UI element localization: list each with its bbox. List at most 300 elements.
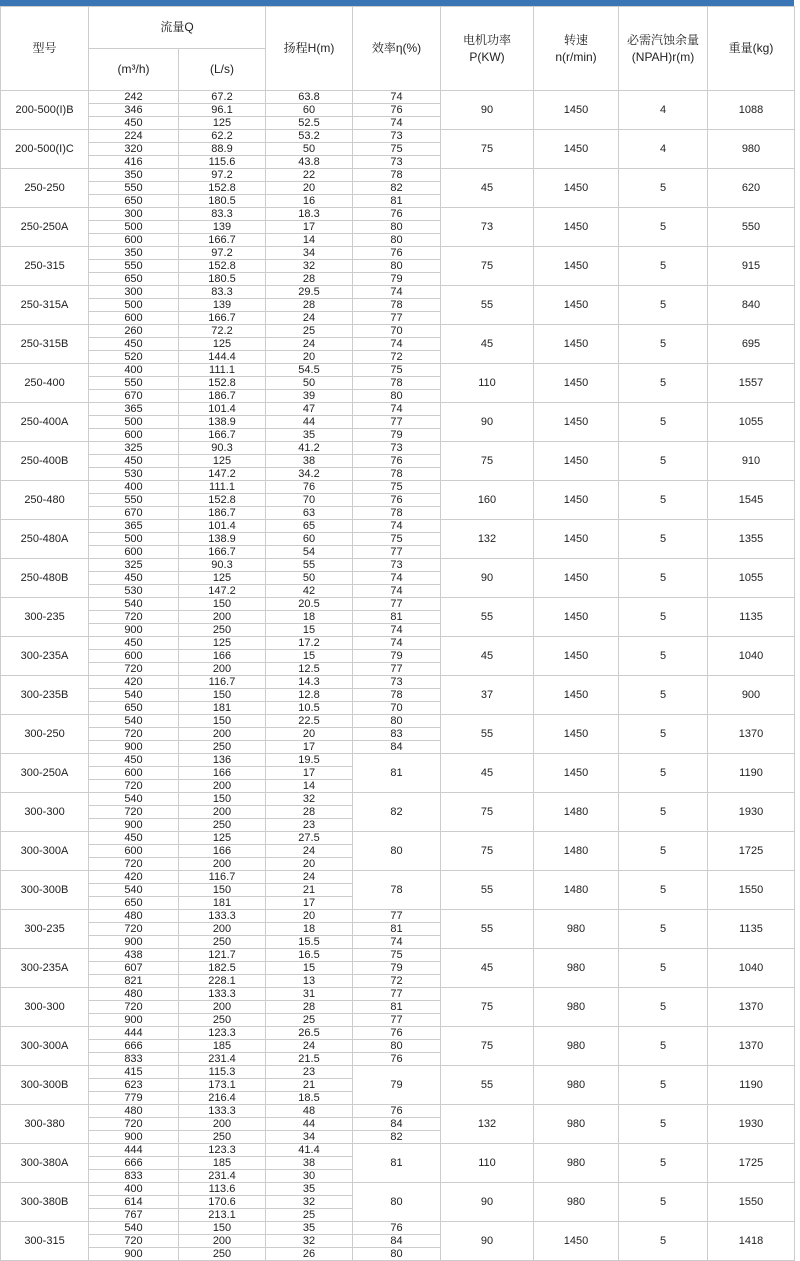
- efficiency-cell: 73: [353, 130, 441, 143]
- power-cell: 90: [441, 403, 534, 442]
- npsh-cell: 5: [619, 598, 708, 637]
- header-power-line1: 电机功率: [462, 32, 511, 47]
- flow-m3h-cell: 480: [89, 988, 179, 1001]
- header-model: 型号: [1, 7, 89, 91]
- weight-cell: 1930: [708, 1105, 795, 1144]
- head-cell: 26.5: [266, 1027, 353, 1040]
- flow-ls-cell: 101.4: [179, 520, 266, 533]
- flow-ls-cell: 250: [179, 1248, 266, 1261]
- head-cell: 25: [266, 325, 353, 338]
- flow-ls-cell: 138.9: [179, 416, 266, 429]
- table-row: [1, 208, 795, 221]
- head-cell: 18: [266, 611, 353, 624]
- power-cell: 110: [441, 364, 534, 403]
- head-cell: 35: [266, 429, 353, 442]
- head-cell: 20: [266, 728, 353, 741]
- head-cell: 18: [266, 923, 353, 936]
- npsh-cell: 5: [619, 754, 708, 793]
- head-cell: 23: [266, 1066, 353, 1079]
- power-cell: 75: [441, 130, 534, 169]
- head-cell: 18.3: [266, 208, 353, 221]
- efficiency-cell: 77: [353, 546, 441, 559]
- efficiency-cell: 73: [353, 676, 441, 689]
- head-cell: 39: [266, 390, 353, 403]
- header-flow-ls: (L/s): [179, 49, 266, 91]
- efficiency-cell: 72: [353, 975, 441, 988]
- flow-ls-cell: 152.8: [179, 182, 266, 195]
- efficiency-cell: 75: [353, 143, 441, 156]
- weight-cell: 620: [708, 169, 795, 208]
- weight-cell: 840: [708, 286, 795, 325]
- power-cell: 132: [441, 1105, 534, 1144]
- weight-cell: 1135: [708, 598, 795, 637]
- flow-m3h-cell: 600: [89, 845, 179, 858]
- flow-m3h-cell: 400: [89, 364, 179, 377]
- efficiency-cell: 78: [353, 689, 441, 702]
- speed-cell: 1450: [534, 286, 619, 325]
- flow-m3h-cell: 500: [89, 299, 179, 312]
- flow-m3h-cell: 600: [89, 234, 179, 247]
- power-cell: 55: [441, 1066, 534, 1105]
- flow-ls-cell: 90.3: [179, 442, 266, 455]
- flow-ls-cell: 111.1: [179, 481, 266, 494]
- flow-ls-cell: 90.3: [179, 559, 266, 572]
- flow-ls-cell: 200: [179, 1118, 266, 1131]
- flow-ls-cell: 125: [179, 117, 266, 130]
- flow-ls-cell: 166: [179, 650, 266, 663]
- head-cell: 38: [266, 1157, 353, 1170]
- flow-ls-cell: 200: [179, 611, 266, 624]
- flow-m3h-cell: 720: [89, 806, 179, 819]
- efficiency-cell: 82: [353, 182, 441, 195]
- flow-ls-cell: 200: [179, 780, 266, 793]
- header-flow-m3h: (m³/h): [89, 49, 179, 91]
- model-cell: 300-250: [1, 715, 89, 754]
- efficiency-cell: 77: [353, 1014, 441, 1027]
- flow-ls-cell: 228.1: [179, 975, 266, 988]
- flow-ls-cell: 180.5: [179, 273, 266, 286]
- efficiency-cell: 81: [353, 611, 441, 624]
- efficiency-cell: 82: [353, 793, 441, 832]
- efficiency-cell: 76: [353, 1222, 441, 1235]
- head-cell: 17: [266, 897, 353, 910]
- head-cell: 63: [266, 507, 353, 520]
- flow-m3h-cell: 614: [89, 1196, 179, 1209]
- header-npsh: [619, 7, 708, 91]
- model-cell: 250-315: [1, 247, 89, 286]
- head-cell: 27.5: [266, 832, 353, 845]
- table-row: [1, 1222, 795, 1235]
- flow-ls-cell: 125: [179, 338, 266, 351]
- efficiency-cell: 81: [353, 754, 441, 793]
- flow-m3h-cell: 416: [89, 156, 179, 169]
- efficiency-cell: 80: [353, 1183, 441, 1222]
- efficiency-cell: 79: [353, 962, 441, 975]
- weight-cell: 1725: [708, 1144, 795, 1183]
- head-cell: 35: [266, 1222, 353, 1235]
- head-cell: 10.5: [266, 702, 353, 715]
- flow-m3h-cell: 420: [89, 676, 179, 689]
- model-cell: 250-400: [1, 364, 89, 403]
- header-power-line2: P(KW): [469, 49, 505, 64]
- flow-ls-cell: 231.4: [179, 1053, 266, 1066]
- head-cell: 21: [266, 1079, 353, 1092]
- head-cell: 28: [266, 806, 353, 819]
- table-row: [1, 832, 795, 845]
- flow-ls-cell: 101.4: [179, 403, 266, 416]
- model-cell: 200-500(I)B: [1, 91, 89, 130]
- flow-m3h-cell: 623: [89, 1079, 179, 1092]
- header-npsh-line1: 必需汽蚀余量: [626, 32, 699, 47]
- flow-m3h-cell: 415: [89, 1066, 179, 1079]
- flow-ls-cell: 139: [179, 299, 266, 312]
- flow-ls-cell: 147.2: [179, 468, 266, 481]
- head-cell: 28: [266, 273, 353, 286]
- flow-ls-cell: 150: [179, 1222, 266, 1235]
- header-speed-line2: n(r/min): [555, 49, 597, 64]
- efficiency-cell: 78: [353, 871, 441, 910]
- head-cell: 24: [266, 845, 353, 858]
- efficiency-cell: 76: [353, 247, 441, 260]
- power-cell: 75: [441, 1027, 534, 1066]
- npsh-cell: 5: [619, 715, 708, 754]
- speed-cell: 1450: [534, 520, 619, 559]
- efficiency-cell: 72: [353, 351, 441, 364]
- flow-m3h-cell: 550: [89, 260, 179, 273]
- model-cell: 300-235: [1, 598, 89, 637]
- flow-m3h-cell: 260: [89, 325, 179, 338]
- flow-ls-cell: 139: [179, 221, 266, 234]
- npsh-cell: 5: [619, 364, 708, 403]
- head-cell: 17.2: [266, 637, 353, 650]
- npsh-cell: 5: [619, 910, 708, 949]
- npsh-cell: 5: [619, 403, 708, 442]
- power-cell: 75: [441, 247, 534, 286]
- power-cell: 55: [441, 871, 534, 910]
- weight-cell: 1370: [708, 715, 795, 754]
- header-npsh-line2: (NPAH)r(m): [631, 49, 695, 64]
- weight-cell: 980: [708, 130, 795, 169]
- efficiency-cell: 79: [353, 1066, 441, 1105]
- flow-m3h-cell: 600: [89, 312, 179, 325]
- flow-ls-cell: 123.3: [179, 1027, 266, 1040]
- efficiency-cell: 73: [353, 156, 441, 169]
- flow-ls-cell: 200: [179, 1001, 266, 1014]
- weight-cell: 1550: [708, 1183, 795, 1222]
- header-head: 扬程H(m): [266, 7, 353, 91]
- efficiency-cell: 80: [353, 832, 441, 871]
- header-speed: [534, 7, 619, 91]
- flow-ls-cell: 250: [179, 936, 266, 949]
- npsh-cell: 4: [619, 91, 708, 130]
- table-row: [1, 481, 795, 494]
- flow-ls-cell: 166.7: [179, 234, 266, 247]
- table-row: [1, 1144, 795, 1157]
- head-cell: 12.5: [266, 663, 353, 676]
- flow-m3h-cell: 320: [89, 143, 179, 156]
- head-cell: 15: [266, 962, 353, 975]
- power-cell: 75: [441, 988, 534, 1027]
- flow-m3h-cell: 450: [89, 572, 179, 585]
- speed-cell: 980: [534, 1027, 619, 1066]
- npsh-cell: 5: [619, 442, 708, 481]
- flow-m3h-cell: 400: [89, 1183, 179, 1196]
- head-cell: 23: [266, 819, 353, 832]
- flow-ls-cell: 152.8: [179, 260, 266, 273]
- efficiency-cell: 76: [353, 208, 441, 221]
- model-cell: 300-300: [1, 988, 89, 1027]
- npsh-cell: 5: [619, 559, 708, 598]
- flow-m3h-cell: 650: [89, 702, 179, 715]
- efficiency-cell: 77: [353, 598, 441, 611]
- flow-ls-cell: 150: [179, 793, 266, 806]
- speed-cell: 1450: [534, 325, 619, 364]
- flow-m3h-cell: 346: [89, 104, 179, 117]
- flow-m3h-cell: 900: [89, 624, 179, 637]
- flow-ls-cell: 150: [179, 689, 266, 702]
- flow-m3h-cell: 821: [89, 975, 179, 988]
- flow-m3h-cell: 720: [89, 1118, 179, 1131]
- head-cell: 28: [266, 299, 353, 312]
- model-cell: 250-250: [1, 169, 89, 208]
- model-cell: 200-500(I)C: [1, 130, 89, 169]
- flow-ls-cell: 133.3: [179, 1105, 266, 1118]
- head-cell: 20: [266, 182, 353, 195]
- speed-cell: 1450: [534, 403, 619, 442]
- efficiency-cell: 78: [353, 169, 441, 182]
- weight-cell: 1725: [708, 832, 795, 871]
- power-cell: 73: [441, 208, 534, 247]
- efficiency-cell: 74: [353, 637, 441, 650]
- table-row: [1, 91, 795, 104]
- head-cell: 17: [266, 767, 353, 780]
- flow-m3h-cell: 720: [89, 1001, 179, 1014]
- head-cell: 24: [266, 1040, 353, 1053]
- flow-ls-cell: 113.6: [179, 1183, 266, 1196]
- flow-m3h-cell: 900: [89, 1014, 179, 1027]
- table-row: [1, 247, 795, 260]
- table-row: [1, 715, 795, 728]
- head-cell: 29.5: [266, 286, 353, 299]
- weight-cell: 1418: [708, 1222, 795, 1261]
- efficiency-cell: 75: [353, 364, 441, 377]
- flow-ls-cell: 121.7: [179, 949, 266, 962]
- flow-ls-cell: 170.6: [179, 1196, 266, 1209]
- power-cell: 90: [441, 91, 534, 130]
- flow-m3h-cell: 420: [89, 871, 179, 884]
- head-cell: 32: [266, 1235, 353, 1248]
- table-row: [1, 1027, 795, 1040]
- flow-m3h-cell: 720: [89, 923, 179, 936]
- header-speed-line1: 转速: [563, 32, 588, 47]
- flow-ls-cell: 200: [179, 858, 266, 871]
- power-cell: 90: [441, 1183, 534, 1222]
- model-cell: 250-480: [1, 481, 89, 520]
- npsh-cell: 5: [619, 520, 708, 559]
- flow-m3h-cell: 607: [89, 962, 179, 975]
- npsh-cell: 5: [619, 481, 708, 520]
- power-cell: 75: [441, 793, 534, 832]
- efficiency-cell: 81: [353, 195, 441, 208]
- efficiency-cell: 79: [353, 650, 441, 663]
- flow-m3h-cell: 450: [89, 832, 179, 845]
- flow-m3h-cell: 550: [89, 377, 179, 390]
- flow-ls-cell: 152.8: [179, 377, 266, 390]
- model-cell: 250-250A: [1, 208, 89, 247]
- speed-cell: 980: [534, 1105, 619, 1144]
- speed-cell: 1450: [534, 1222, 619, 1261]
- efficiency-cell: 77: [353, 988, 441, 1001]
- flow-ls-cell: 150: [179, 884, 266, 897]
- weight-cell: 1135: [708, 910, 795, 949]
- flow-ls-cell: 62.2: [179, 130, 266, 143]
- flow-m3h-cell: 530: [89, 468, 179, 481]
- table-row: [1, 364, 795, 377]
- model-cell: 300-250A: [1, 754, 89, 793]
- weight-cell: 910: [708, 442, 795, 481]
- table-row: [1, 442, 795, 455]
- head-cell: 20: [266, 910, 353, 923]
- model-cell: 300-235A: [1, 637, 89, 676]
- flow-ls-cell: 115.6: [179, 156, 266, 169]
- flow-m3h-cell: 438: [89, 949, 179, 962]
- speed-cell: 980: [534, 1144, 619, 1183]
- flow-m3h-cell: 480: [89, 1105, 179, 1118]
- model-cell: 300-300B: [1, 871, 89, 910]
- flow-m3h-cell: 720: [89, 858, 179, 871]
- power-cell: 75: [441, 832, 534, 871]
- npsh-cell: 5: [619, 988, 708, 1027]
- model-cell: 250-400B: [1, 442, 89, 481]
- head-cell: 53.2: [266, 130, 353, 143]
- flow-m3h-cell: 365: [89, 520, 179, 533]
- head-cell: 16: [266, 195, 353, 208]
- head-cell: 25: [266, 1014, 353, 1027]
- power-cell: 55: [441, 286, 534, 325]
- head-cell: 22: [266, 169, 353, 182]
- head-cell: 17: [266, 741, 353, 754]
- flow-m3h-cell: 720: [89, 663, 179, 676]
- table-row: [1, 520, 795, 533]
- model-cell: 300-300A: [1, 1027, 89, 1066]
- flow-m3h-cell: 900: [89, 819, 179, 832]
- table-row: [1, 403, 795, 416]
- efficiency-cell: 74: [353, 572, 441, 585]
- power-cell: 45: [441, 325, 534, 364]
- efficiency-cell: 79: [353, 273, 441, 286]
- table-row: [1, 793, 795, 806]
- speed-cell: 1480: [534, 871, 619, 910]
- flow-ls-cell: 200: [179, 663, 266, 676]
- speed-cell: 1450: [534, 559, 619, 598]
- flow-m3h-cell: 666: [89, 1040, 179, 1053]
- head-cell: 32: [266, 260, 353, 273]
- head-cell: 16.5: [266, 949, 353, 962]
- power-cell: 132: [441, 520, 534, 559]
- model-cell: 250-315B: [1, 325, 89, 364]
- table-row: [1, 169, 795, 182]
- head-cell: 30: [266, 1170, 353, 1183]
- head-cell: 60: [266, 104, 353, 117]
- weight-cell: 1550: [708, 871, 795, 910]
- npsh-cell: 5: [619, 1222, 708, 1261]
- flow-m3h-cell: 450: [89, 455, 179, 468]
- flow-ls-cell: 136: [179, 754, 266, 767]
- flow-ls-cell: 250: [179, 1014, 266, 1027]
- table-body: [1, 91, 795, 1261]
- flow-m3h-cell: 325: [89, 559, 179, 572]
- flow-ls-cell: 72.2: [179, 325, 266, 338]
- head-cell: 52.5: [266, 117, 353, 130]
- efficiency-cell: 80: [353, 1248, 441, 1261]
- npsh-cell: 5: [619, 1183, 708, 1222]
- head-cell: 70: [266, 494, 353, 507]
- table-row: [1, 598, 795, 611]
- npsh-cell: 5: [619, 247, 708, 286]
- table-row: [1, 910, 795, 923]
- flow-ls-cell: 250: [179, 624, 266, 637]
- table-row: [1, 130, 795, 143]
- flow-m3h-cell: 779: [89, 1092, 179, 1105]
- flow-m3h-cell: 242: [89, 91, 179, 104]
- efficiency-cell: 70: [353, 325, 441, 338]
- table-row: [1, 988, 795, 1001]
- weight-cell: 1930: [708, 793, 795, 832]
- model-cell: 300-300B: [1, 1066, 89, 1105]
- speed-cell: 1450: [534, 91, 619, 130]
- head-cell: 34.2: [266, 468, 353, 481]
- flow-m3h-cell: 500: [89, 533, 179, 546]
- efficiency-cell: 82: [353, 1131, 441, 1144]
- speed-cell: 1480: [534, 832, 619, 871]
- head-cell: 50: [266, 377, 353, 390]
- npsh-cell: 5: [619, 286, 708, 325]
- efficiency-cell: 76: [353, 455, 441, 468]
- head-cell: 12.8: [266, 689, 353, 702]
- efficiency-cell: 74: [353, 585, 441, 598]
- head-cell: 34: [266, 1131, 353, 1144]
- efficiency-cell: 80: [353, 260, 441, 273]
- flow-m3h-cell: 540: [89, 598, 179, 611]
- head-cell: 13: [266, 975, 353, 988]
- head-cell: 14: [266, 234, 353, 247]
- weight-cell: 1557: [708, 364, 795, 403]
- flow-ls-cell: 200: [179, 728, 266, 741]
- flow-ls-cell: 123.3: [179, 1144, 266, 1157]
- speed-cell: 980: [534, 1066, 619, 1105]
- model-cell: 300-300: [1, 793, 89, 832]
- flow-m3h-cell: 900: [89, 741, 179, 754]
- weight-cell: 1055: [708, 403, 795, 442]
- head-cell: 50: [266, 143, 353, 156]
- power-cell: 75: [441, 442, 534, 481]
- flow-ls-cell: 186.7: [179, 390, 266, 403]
- efficiency-cell: 77: [353, 312, 441, 325]
- flow-m3h-cell: 450: [89, 338, 179, 351]
- efficiency-cell: 79: [353, 429, 441, 442]
- head-cell: 28: [266, 1001, 353, 1014]
- header-power: [441, 7, 534, 91]
- table-header: [1, 7, 795, 91]
- flow-m3h-cell: 550: [89, 182, 179, 195]
- head-cell: 14: [266, 780, 353, 793]
- table-row: [1, 559, 795, 572]
- head-cell: 26: [266, 1248, 353, 1261]
- flow-m3h-cell: 833: [89, 1053, 179, 1066]
- efficiency-cell: 84: [353, 741, 441, 754]
- speed-cell: 1450: [534, 442, 619, 481]
- power-cell: 90: [441, 559, 534, 598]
